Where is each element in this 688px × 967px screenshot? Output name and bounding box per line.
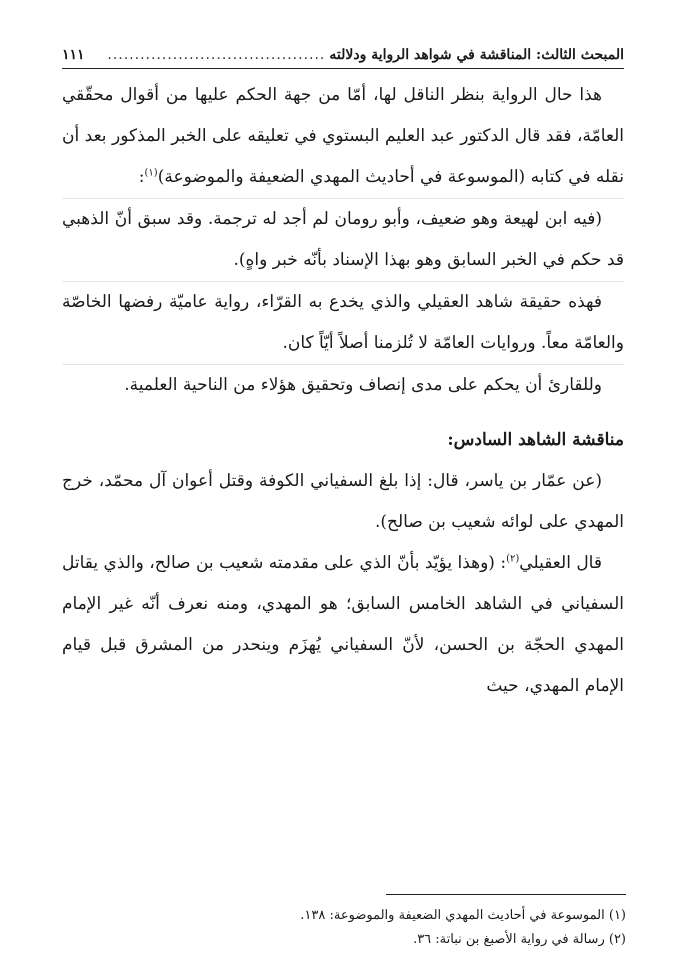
chapter-title: المبحث الثالث: المناقشة في شواهد الرواية ودلالته [329,47,624,63]
footnote-ref-2: (٢) [506,553,520,565]
section-heading: مناقشة الشاهد السادس: [447,430,624,450]
paragraph: فهذه حقيقة شاهد العقيلي والذي يخدع به القرّاء، رواية عاميّة رفضها الخاصّة والعامّة معاً. وروايات العامّة لا تُلزمنا أصلاً أيّاً كان. [62,281,624,364]
body-text [62,75,624,707]
footnote-1: (١) الموسوعة في أحاديث المهدي الضعيفة والموضوعة: ١٣٨. [300,908,626,923]
running-header [62,42,624,69]
paragraph: وللقارئ أن يحكم على مدى إنصاف وتحقيق هؤلاء من الناحية العلمية. [62,364,624,406]
leader-dots: ........................................ [107,47,326,63]
paragraph-text: هذا حال الرواية بنظر الناقل لها، أمّا من جهة الحكم عليها من أقوال محقّقي العامّة، فقد قال الدكتور عبد العليم البستوي في تعليقه على الخبر المذكور بعد أن نقله في كتابه (الموسوعة في أحاديث المهدي الضعيفة والموضوعة) [62,85,624,187]
quote-paragraph: (فيه ابن لهيعة وهو ضعيف، وأبو رومان لم أجد له ترجمة. وقد سبق أنّ الذهبي قد حكم في الخبر السابق وهو بهذا الإسناد بأنّه خبر واهٍ). [62,198,624,281]
footnote-divider [386,894,626,895]
paragraph [62,75,624,198]
footnotes [64,904,626,952]
page-number: ١١١ [62,47,85,63]
paragraph [62,543,624,707]
paragraph-text: قال العقيلي [519,553,602,573]
paragraph-text: : (وهذا يؤيّد بأنّ الذي على مقدمته شعيب بن صالح، والذي يقاتل السفياني في الشاهد الخامس السابق؛ هو المهدي، ومنه نعرف أنّه غير الإمام المهدي الحجّة بن الحسن، لأنّ السفياني يُهزَم وينحدر من المشرق قبل قيام الإمام المهدي، حيث [62,553,624,696]
quote-paragraph: (عن عمّار بن ياسر، قال: إذا بلغ السفياني الكوفة وقتل أعوان آل محمّد، خرج المهدي على لوائه شعيب بن صالح). [62,471,624,532]
page [62,42,624,707]
footnote-ref-1: (١) [144,167,158,179]
paragraph-tail: : [138,167,145,187]
footnote-2: (٢) رسالة في رواية الأصبغ بن نباتة: ٣٦. [413,932,626,947]
